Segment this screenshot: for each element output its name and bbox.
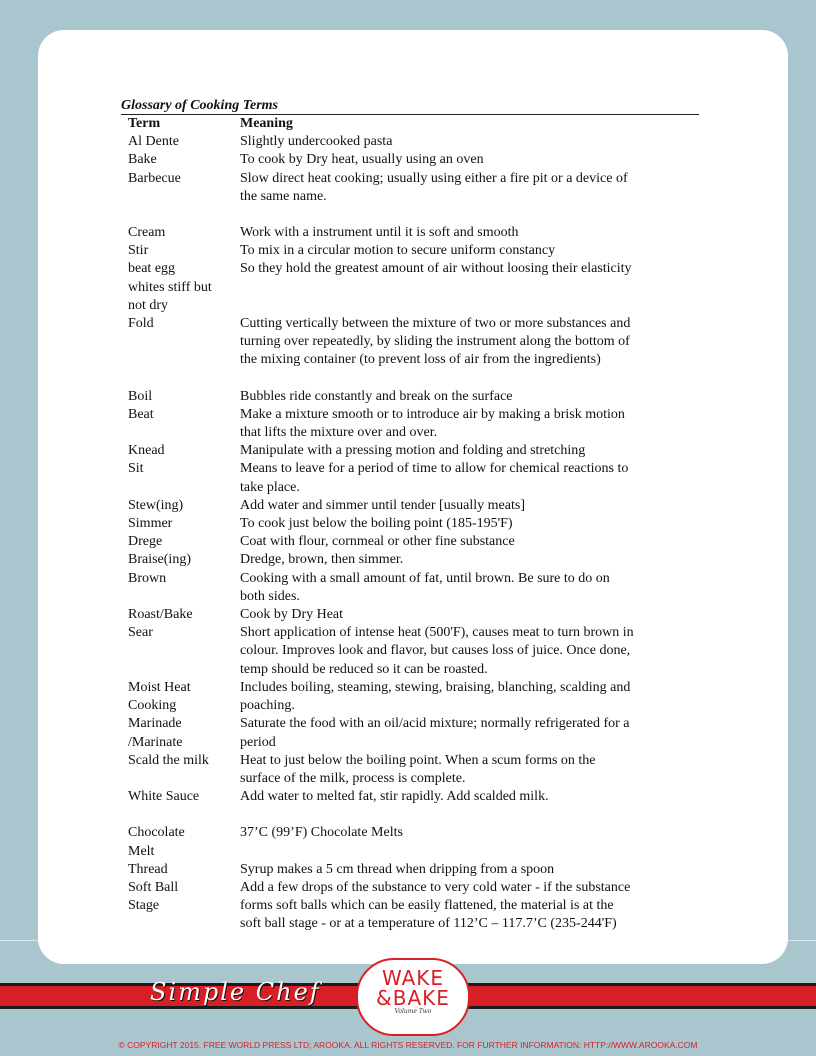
term-line: Boil	[128, 388, 153, 404]
term-line: Roast/Bake	[128, 607, 193, 623]
glossary-meaning	[240, 879, 699, 934]
glossary-row	[121, 260, 699, 315]
term-line: Sit	[128, 461, 144, 477]
glossary-meaning	[240, 752, 699, 788]
glossary-entries	[121, 133, 699, 933]
term-line: Marinade	[128, 716, 182, 732]
meaning-line: Add water and simmer until tender [usually meats]	[240, 497, 525, 513]
glossary-term	[121, 170, 240, 206]
glossary-row	[121, 224, 699, 242]
term-line: Drege	[128, 534, 163, 550]
glossary-term	[121, 388, 240, 406]
term-line: Cream	[128, 225, 166, 241]
glossary-row	[121, 242, 699, 260]
term-line: /Marinate	[128, 734, 183, 750]
glossary-row	[121, 879, 699, 934]
term-line: Melt	[128, 843, 155, 859]
term-line: Al Dente	[128, 134, 179, 150]
glossary-term	[121, 133, 240, 151]
glossary-meaning	[240, 242, 699, 260]
logo-line-volume: Volume Two	[394, 1008, 432, 1015]
term-line: White Sauce	[128, 789, 200, 805]
glossary-row	[121, 606, 699, 624]
glossary-term	[121, 624, 240, 679]
entry-gap	[121, 370, 699, 388]
glossary-meaning	[240, 824, 699, 860]
copyright-footer: © COPYRIGHT 2015. FREE WORLD PRESS LTD; AROOKA. ALL RIGHTS RESERVED. FOR FURTHER INFORMATION: HTTP://WWW.AROOKA.COM	[118, 1040, 698, 1050]
glossary-row	[121, 624, 699, 679]
glossary-term	[121, 406, 240, 442]
glossary-meaning	[240, 442, 699, 460]
glossary-term	[121, 752, 240, 788]
glossary-row	[121, 715, 699, 751]
glossary-term	[121, 861, 240, 879]
meaning-line: Short application of intense heat (500'F), causes meat to turn brown in	[240, 625, 634, 641]
glossary-term	[121, 151, 240, 169]
term-line: beat egg	[128, 261, 176, 277]
term-line: Brown	[128, 570, 167, 586]
meaning-line: surface of the milk, process is complete.	[240, 770, 466, 786]
glossary-meaning	[240, 515, 699, 533]
meaning-line: Cooking with a small amount of fat, until brown. Be sure to do on	[240, 570, 610, 586]
meaning-line: Heat to just below the boiling point. When a scum forms on the	[240, 752, 596, 768]
meaning-line: period	[240, 734, 276, 750]
glossary-meaning	[240, 624, 699, 679]
glossary-meaning	[240, 315, 699, 370]
meaning-line: Make a mixture smooth or to introduce air by making a brisk motion	[240, 406, 625, 422]
meaning-line: Add water to melted fat, stir rapidly. Add scalded milk.	[240, 789, 549, 805]
glossary-meaning	[240, 497, 699, 515]
glossary-term	[121, 879, 240, 934]
glossary-term	[121, 442, 240, 460]
term-line: Moist Heat	[128, 679, 191, 695]
term-line: Soft Ball	[128, 879, 179, 895]
glossary-term	[121, 224, 240, 242]
glossary-term	[121, 515, 240, 533]
entry-gap	[121, 206, 699, 224]
meaning-line: that lifts the mixture over and over.	[240, 425, 438, 441]
meaning-line: the same name.	[240, 188, 327, 204]
glossary-row	[121, 315, 699, 370]
term-line: Knead	[128, 443, 165, 459]
glossary-row	[121, 388, 699, 406]
glossary-title: Glossary of Cooking Terms	[121, 97, 699, 115]
meaning-line: poaching.	[240, 698, 295, 714]
glossary-row	[121, 406, 699, 442]
glossary-row	[121, 533, 699, 551]
meaning-line: Slow direct heat cooking; usually using either a fire pit or a device of	[240, 170, 628, 186]
glossary-term	[121, 315, 240, 370]
left-divider-line	[0, 940, 38, 941]
glossary-meaning	[240, 551, 699, 569]
glossary-row	[121, 861, 699, 879]
simple-chef-brand: Simple Chef	[150, 978, 321, 1006]
glossary-row	[121, 679, 699, 715]
glossary-row	[121, 752, 699, 788]
term-line: Stir	[128, 243, 149, 259]
meaning-line: both sides.	[240, 588, 300, 604]
term-line: Thread	[128, 861, 168, 877]
meaning-column-header: Meaning	[240, 116, 293, 131]
glossary-term	[121, 497, 240, 515]
term-line: whites stiff but	[128, 279, 212, 295]
glossary-term	[121, 460, 240, 496]
term-line: Barbecue	[128, 170, 181, 186]
glossary-row	[121, 570, 699, 606]
glossary-term	[121, 260, 240, 315]
glossary-row	[121, 551, 699, 569]
meaning-line: Includes boiling, steaming, stewing, braising, blanching, scalding and	[240, 679, 631, 695]
meaning-line: Slightly undercooked pasta	[240, 134, 393, 150]
glossary-meaning	[240, 170, 699, 206]
wake-and-bake-logo	[356, 958, 470, 1036]
glossary-meaning	[240, 533, 699, 551]
meaning-line: colour. Improves look and flavor, but causes loss of juice. Once done,	[240, 643, 631, 659]
meaning-line: forms soft balls which can be easily flattened, the material is at the	[240, 898, 614, 914]
glossary-term	[121, 679, 240, 715]
meaning-line: Work with a instrument until it is soft and smooth	[240, 225, 519, 241]
glossary-meaning	[240, 679, 699, 715]
meaning-line: take place.	[240, 479, 300, 495]
glossary-row	[121, 133, 699, 151]
meaning-line: To mix in a circular motion to secure uniform constancy	[240, 243, 556, 259]
term-line: Scald the milk	[128, 752, 209, 768]
glossary-term	[121, 533, 240, 551]
meaning-line: To cook by Dry heat, usually using an oven	[240, 152, 484, 168]
glossary-meaning	[240, 788, 699, 806]
glossary-term	[121, 788, 240, 806]
meaning-line: soft ball stage - or at a temperature of 112’C – 117.7’C (235-244'F)	[240, 916, 617, 932]
term-line: Chocolate	[128, 825, 185, 841]
meaning-line: Add a few drops of the substance to very cold water - if the substance	[240, 879, 631, 895]
meaning-line: Cook by Dry Heat	[240, 607, 344, 623]
glossary-row	[121, 442, 699, 460]
term-column-header: Term	[128, 116, 161, 131]
glossary-meaning	[240, 224, 699, 242]
term-line: Beat	[128, 406, 154, 422]
logo-line-bake: &BAKE	[376, 986, 450, 1010]
meaning-line: Coat with flour, cornmeal or other fine substance	[240, 534, 515, 550]
logo-line-wake: WAKE	[381, 966, 445, 990]
glossary-term	[121, 824, 240, 860]
glossary-row	[121, 497, 699, 515]
glossary-meaning	[240, 406, 699, 442]
glossary-section	[121, 97, 699, 934]
meaning-line: So they hold the greatest amount of air without loosing their elasticity	[240, 261, 632, 277]
glossary-row	[121, 170, 699, 206]
glossary-meaning	[240, 606, 699, 624]
glossary-meaning	[240, 861, 699, 879]
glossary-meaning	[240, 151, 699, 169]
term-line: Braise(ing)	[128, 552, 191, 568]
right-divider-line	[788, 940, 816, 941]
meaning-line: Cutting vertically between the mixture of two or more substances and	[240, 316, 631, 332]
meaning-line: temp should be reduced so it can be roasted.	[240, 661, 488, 677]
glossary-term	[121, 715, 240, 751]
meaning-line: To cook just below the boiling point (185-195'F)	[240, 516, 513, 532]
meaning-line: the mixing container (to prevent loss of air from the ingredients)	[240, 352, 601, 368]
term-line: Stew(ing)	[128, 497, 184, 513]
meaning-line: Bubbles ride constantly and break on the surface	[240, 388, 513, 404]
term-line: Simmer	[128, 516, 173, 532]
meaning-line: Manipulate with a pressing motion and folding and stretching	[240, 443, 586, 459]
meaning-line: 37’C (99’F) Chocolate Melts	[240, 825, 403, 841]
glossary-row	[121, 824, 699, 860]
glossary-meaning	[240, 388, 699, 406]
glossary-row	[121, 788, 699, 806]
glossary-meaning	[240, 460, 699, 496]
glossary-term	[121, 606, 240, 624]
meaning-line: Means to leave for a period of time to allow for chemical reactions to	[240, 461, 629, 477]
term-line: Stage	[128, 898, 160, 914]
glossary-meaning	[240, 715, 699, 751]
meaning-line: turning over repeatedly, by sliding the instrument along the bottom of	[240, 334, 630, 350]
glossary-row	[121, 515, 699, 533]
glossary-row	[121, 460, 699, 496]
glossary-meaning	[240, 570, 699, 606]
meaning-line: Syrup makes a 5 cm thread when dripping from a spoon	[240, 861, 555, 877]
term-line: Cooking	[128, 698, 177, 714]
glossary-header-row	[121, 115, 699, 133]
glossary-meaning	[240, 133, 699, 151]
term-line: Bake	[128, 152, 157, 168]
meaning-line: Saturate the food with an oil/acid mixture; normally refrigerated for a	[240, 716, 630, 732]
term-line: Sear	[128, 625, 153, 641]
glossary-term	[121, 551, 240, 569]
meaning-line: Dredge, brown, then simmer.	[240, 552, 404, 568]
term-line: Fold	[128, 316, 154, 332]
entry-gap	[121, 806, 699, 824]
glossary-term	[121, 570, 240, 606]
term-line: not dry	[128, 297, 169, 313]
glossary-row	[121, 151, 699, 169]
glossary-meaning	[240, 260, 699, 315]
glossary-term	[121, 242, 240, 260]
